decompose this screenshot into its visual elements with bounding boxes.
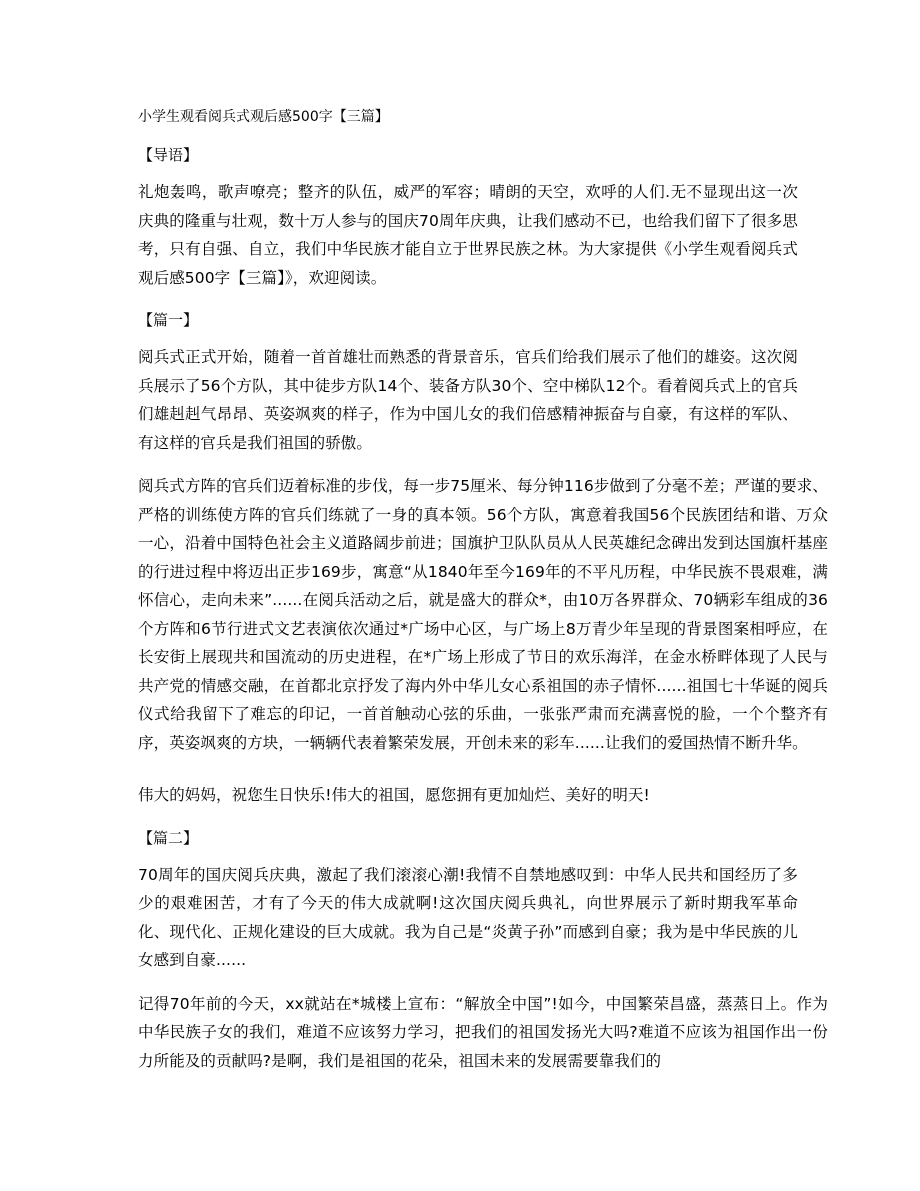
intro-heading: 【导语】: [138, 146, 199, 164]
part2-paragraph-2: 记得70年前的今天，xx就站在*城楼上宣布：“解放全中国”!如今，中国繁荣昌盛，蒸蒸日上。作为中华民族子女的我们，难道不应该努力学习，把我们的祖国发扬光大吗?难道不应该为祖国作出一份力所能及的贡献吗?是啊，我们是祖国的花朵，祖国未来的发展需要靠我们的: [138, 994, 828, 1070]
part1-heading: 【篇一】: [138, 311, 199, 329]
part2-heading: 【篇二】: [138, 828, 199, 847]
part2-paragraph-1: 70周年的国庆阅兵庆典，激起了我们滚滚心潮!我情不自禁地感叹到：中华人民共和国经历了多少的艰难困苦，才有了今天的伟大成就啊!这次国庆阅兵典礼，向世界展示了新时期我军革命化、现代化、正规化建设的巨大成就。我为自己是“炎黄子孙”而感到自豪；我为是中华民族的儿女感到自豪......: [138, 865, 798, 969]
part1-paragraph-3: 伟大的妈妈，祝您生日快乐!伟大的祖国，愿您拥有更加灿烂、美好的明天!: [138, 786, 650, 804]
part1-paragraph-1: 阅兵式正式开始，随着一首首雄壮而熟悉的背景音乐，官兵们给我们展示了他们的雄姿。这次阅兵展示了56个方队，其中徒步方队14个、装备方队30个、空中梯队12个。看着阅兵式上的官兵们雄赳赳气昂昂、英姿飒爽的样子，作为中国儿女的我们倍感精神振奋与自豪，有这样的军队、有这样的官兵是我们祖国的骄傲。: [138, 348, 798, 452]
part1-paragraph-2: 阅兵式方阵的官兵们迈着标准的步伐，每一步75厘米、每分钟116步做到了分毫不差；严谨的要求、严格的训练使方阵的官兵们练就了一身的真本领。56个方队，寓意着我国56个民族团结和谐、万众一心，沿着中国特色社会主义道路阔步前进；国旗护卫队队员从人民英雄纪念碑出发到达国旗杆基座的行进过程中将迈出正步169步，寓意“从1840年至今169年的不平凡历程，中华民族不畏艰难，满怀信心，走向未来”......在阅兵活动之后，就是盛大的群众*，由10万各界群众、70辆彩车组成的36个方阵和6节行进式文艺表演依次通过*广场中心区，与广场上8万青少年呈现的背景图案相呼应，在长安街上展现共和国流动的历史进程，在*广场上形成了节日的欢乐海洋，在金水桥畔体现了人民与共产党的情感交融，在首都北京抒发了海内外中华儿女心系祖国的赤子情怀......祖国七十华诞的阅兵仪式给我留下了难忘的印记，一首首触动心弦的乐曲，一张张严肃而充满喜悦的脸，一个个整齐有序，英姿飒爽的方块，一辆辆代表着繁荣发展，开创未来的彩车......让我们的爱国热情不断升华。: [138, 477, 828, 752]
intro-paragraph: 礼炮轰鸣，歌声嘹亮；整齐的队伍，威严的军容；晴朗的天空，欢呼的人们.无不显现出这一次庆典的隆重与壮观，数十万人参与的国庆70周年庆典，让我们感动不已，也给我们留下了很多思考，只有自强、自立，我们中华民族才能自立于世界民族之林。为大家提供《小学生观看阅兵式观后感500字【三篇】》，欢迎阅读。: [138, 183, 798, 287]
document-title: 小学生观看阅兵式观后感500字【三篇】: [138, 109, 389, 125]
